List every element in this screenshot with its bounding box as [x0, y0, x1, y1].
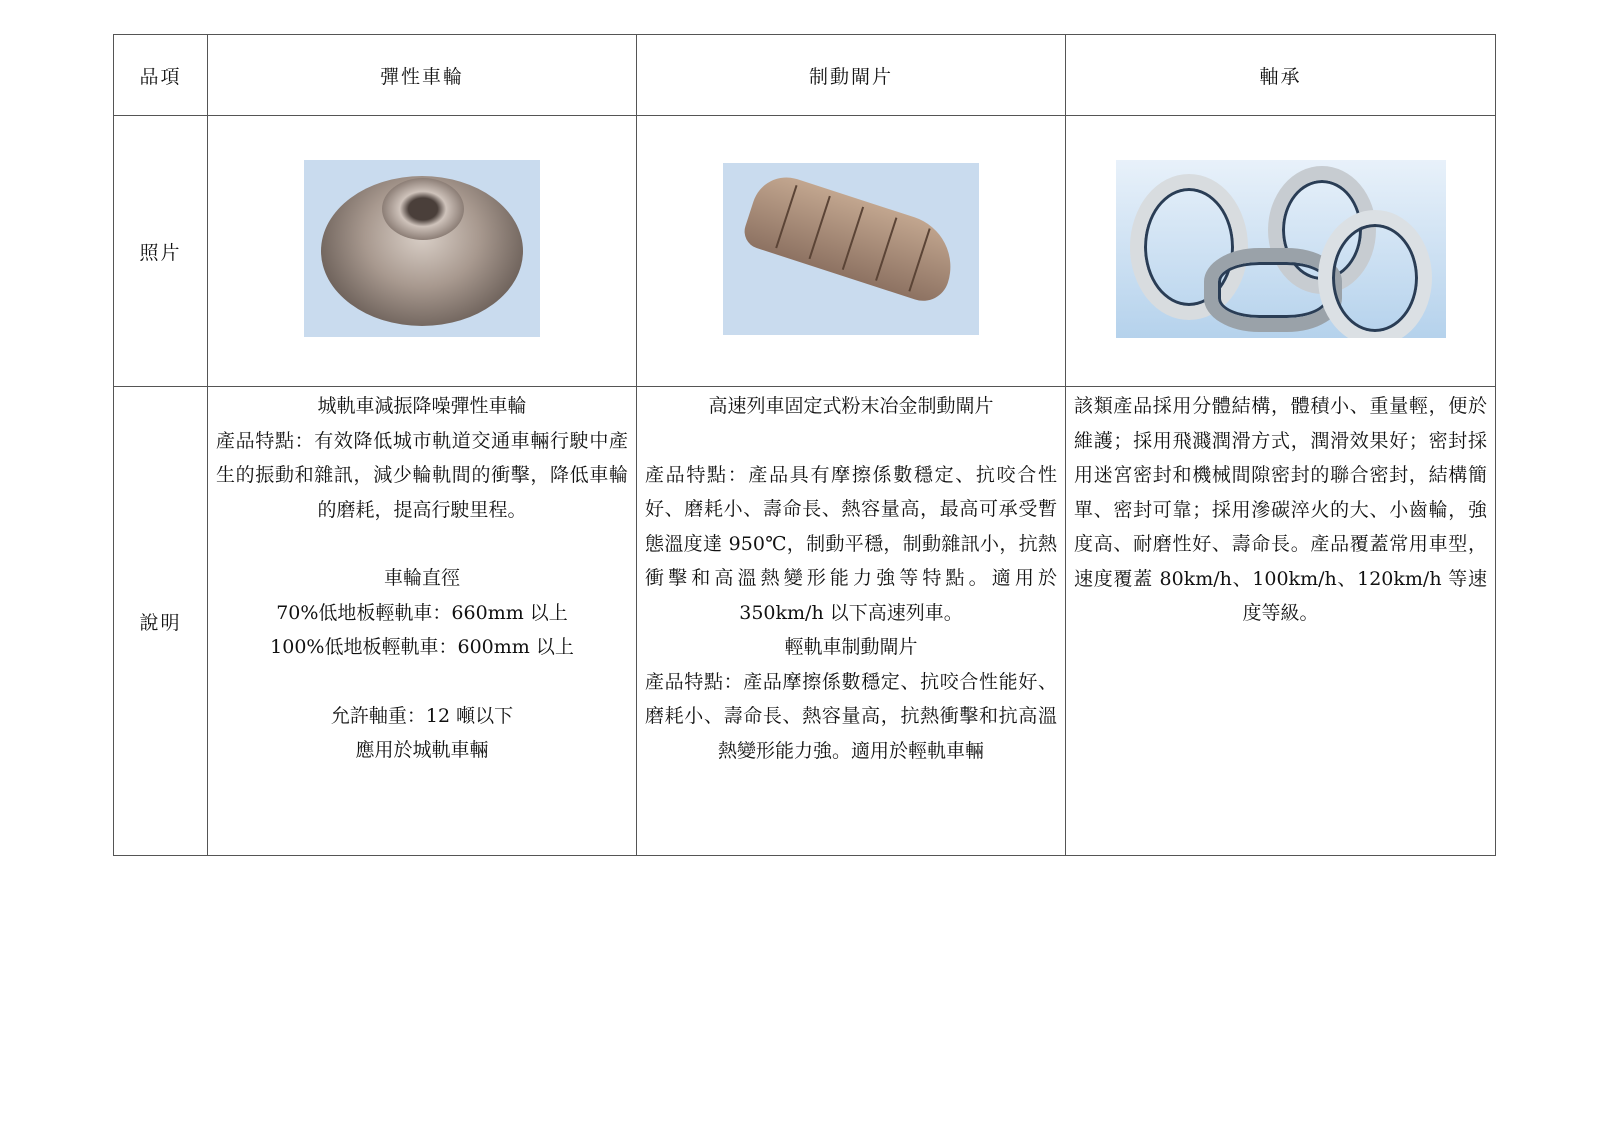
wheel-photo	[304, 160, 540, 337]
photo-row	[114, 116, 1496, 387]
wheel-application: 應用於城軌車輛	[355, 739, 489, 761]
wheel-axle-load: 允許軸重：12 噸以下	[330, 704, 514, 727]
desc-cell-wheel	[208, 387, 637, 856]
bearing-photo	[1116, 160, 1446, 338]
product-table	[113, 34, 1496, 856]
pad-segment-line	[908, 228, 930, 291]
desc-cell-brake	[637, 387, 1066, 856]
brake-pad-photo	[723, 163, 979, 335]
pad-segment-line	[842, 206, 864, 269]
desc-cell-bearing	[1066, 387, 1496, 856]
wheel-hub-shape	[382, 178, 464, 240]
photo-cell-bearing	[1066, 116, 1496, 387]
wheel-features: 產品特點：有效降低城市軌道交通車輛行駛中產生的振動和雜訊，減少輪軌間的衝擊，降低車輪的磨耗，提高行駛里程。	[216, 429, 628, 521]
header-bearing: 軸承	[1066, 35, 1496, 116]
wheel-diameter-100: 100%低地板輕軌車：600mm 以上	[270, 636, 574, 658]
pad-segment-line	[775, 184, 797, 247]
photo-cell-brake	[637, 116, 1066, 387]
description-row	[114, 387, 1496, 856]
brake-title-2: 輕軌車制動閘片	[784, 636, 918, 658]
bearing-ring	[1318, 210, 1432, 338]
header-row	[114, 35, 1496, 116]
wheel-diameter-70: 70%低地板輕軌車：660mm 以上	[276, 601, 568, 624]
header-brake-pad: 制動閘片	[637, 35, 1066, 116]
brake-features-1: 產品特點：產品具有摩擦係數穩定、抗咬合性好、磨耗小、壽命長、熱容量高，最高可承受暫態溫度達 950℃，制動平穩，制動雜訊小，抗熱衝擊和高溫熱變形能力強等特點。適用於 350km/h 以下高速列車。	[645, 463, 1057, 624]
brake-title-1: 高速列車固定式粉末冶金制動閘片	[708, 395, 994, 417]
bearing-text: 該類產品採用分體結構，體積小、重量輕，便於維護；採用飛濺潤滑方式，潤滑效果好；密封採用迷宮密封和機械間隙密封的聯合密封，結構簡單、密封可靠；採用滲碳淬火的大、小齒輪，強度高、耐磨性好、壽命長。產品覆蓋常用車型，速度覆蓋 80km/h、100km/h、120km/h 等速度等級。	[1074, 395, 1487, 624]
desc-label-cell: 說明	[114, 387, 208, 856]
photo-cell-wheel	[208, 116, 637, 387]
brake-features-2: 產品特點：產品摩擦係數穩定、抗咬合性能好、磨耗小、壽命長、熱容量高，抗熱衝擊和抗高溫熱變形能力強。適用於輕軌車輛	[645, 670, 1057, 762]
wheel-diameter-title: 車輪直徑	[383, 567, 460, 589]
photo-label-cell: 照片	[114, 116, 208, 387]
wheel-title: 城軌車減振降噪彈性車輪	[317, 395, 527, 417]
brake-pad-shape	[740, 168, 964, 307]
pad-segment-line	[809, 195, 831, 258]
header-elastic-wheel: 彈性車輪	[208, 35, 637, 116]
header-label-cell: 品項	[114, 35, 208, 116]
pad-segment-line	[875, 217, 897, 280]
